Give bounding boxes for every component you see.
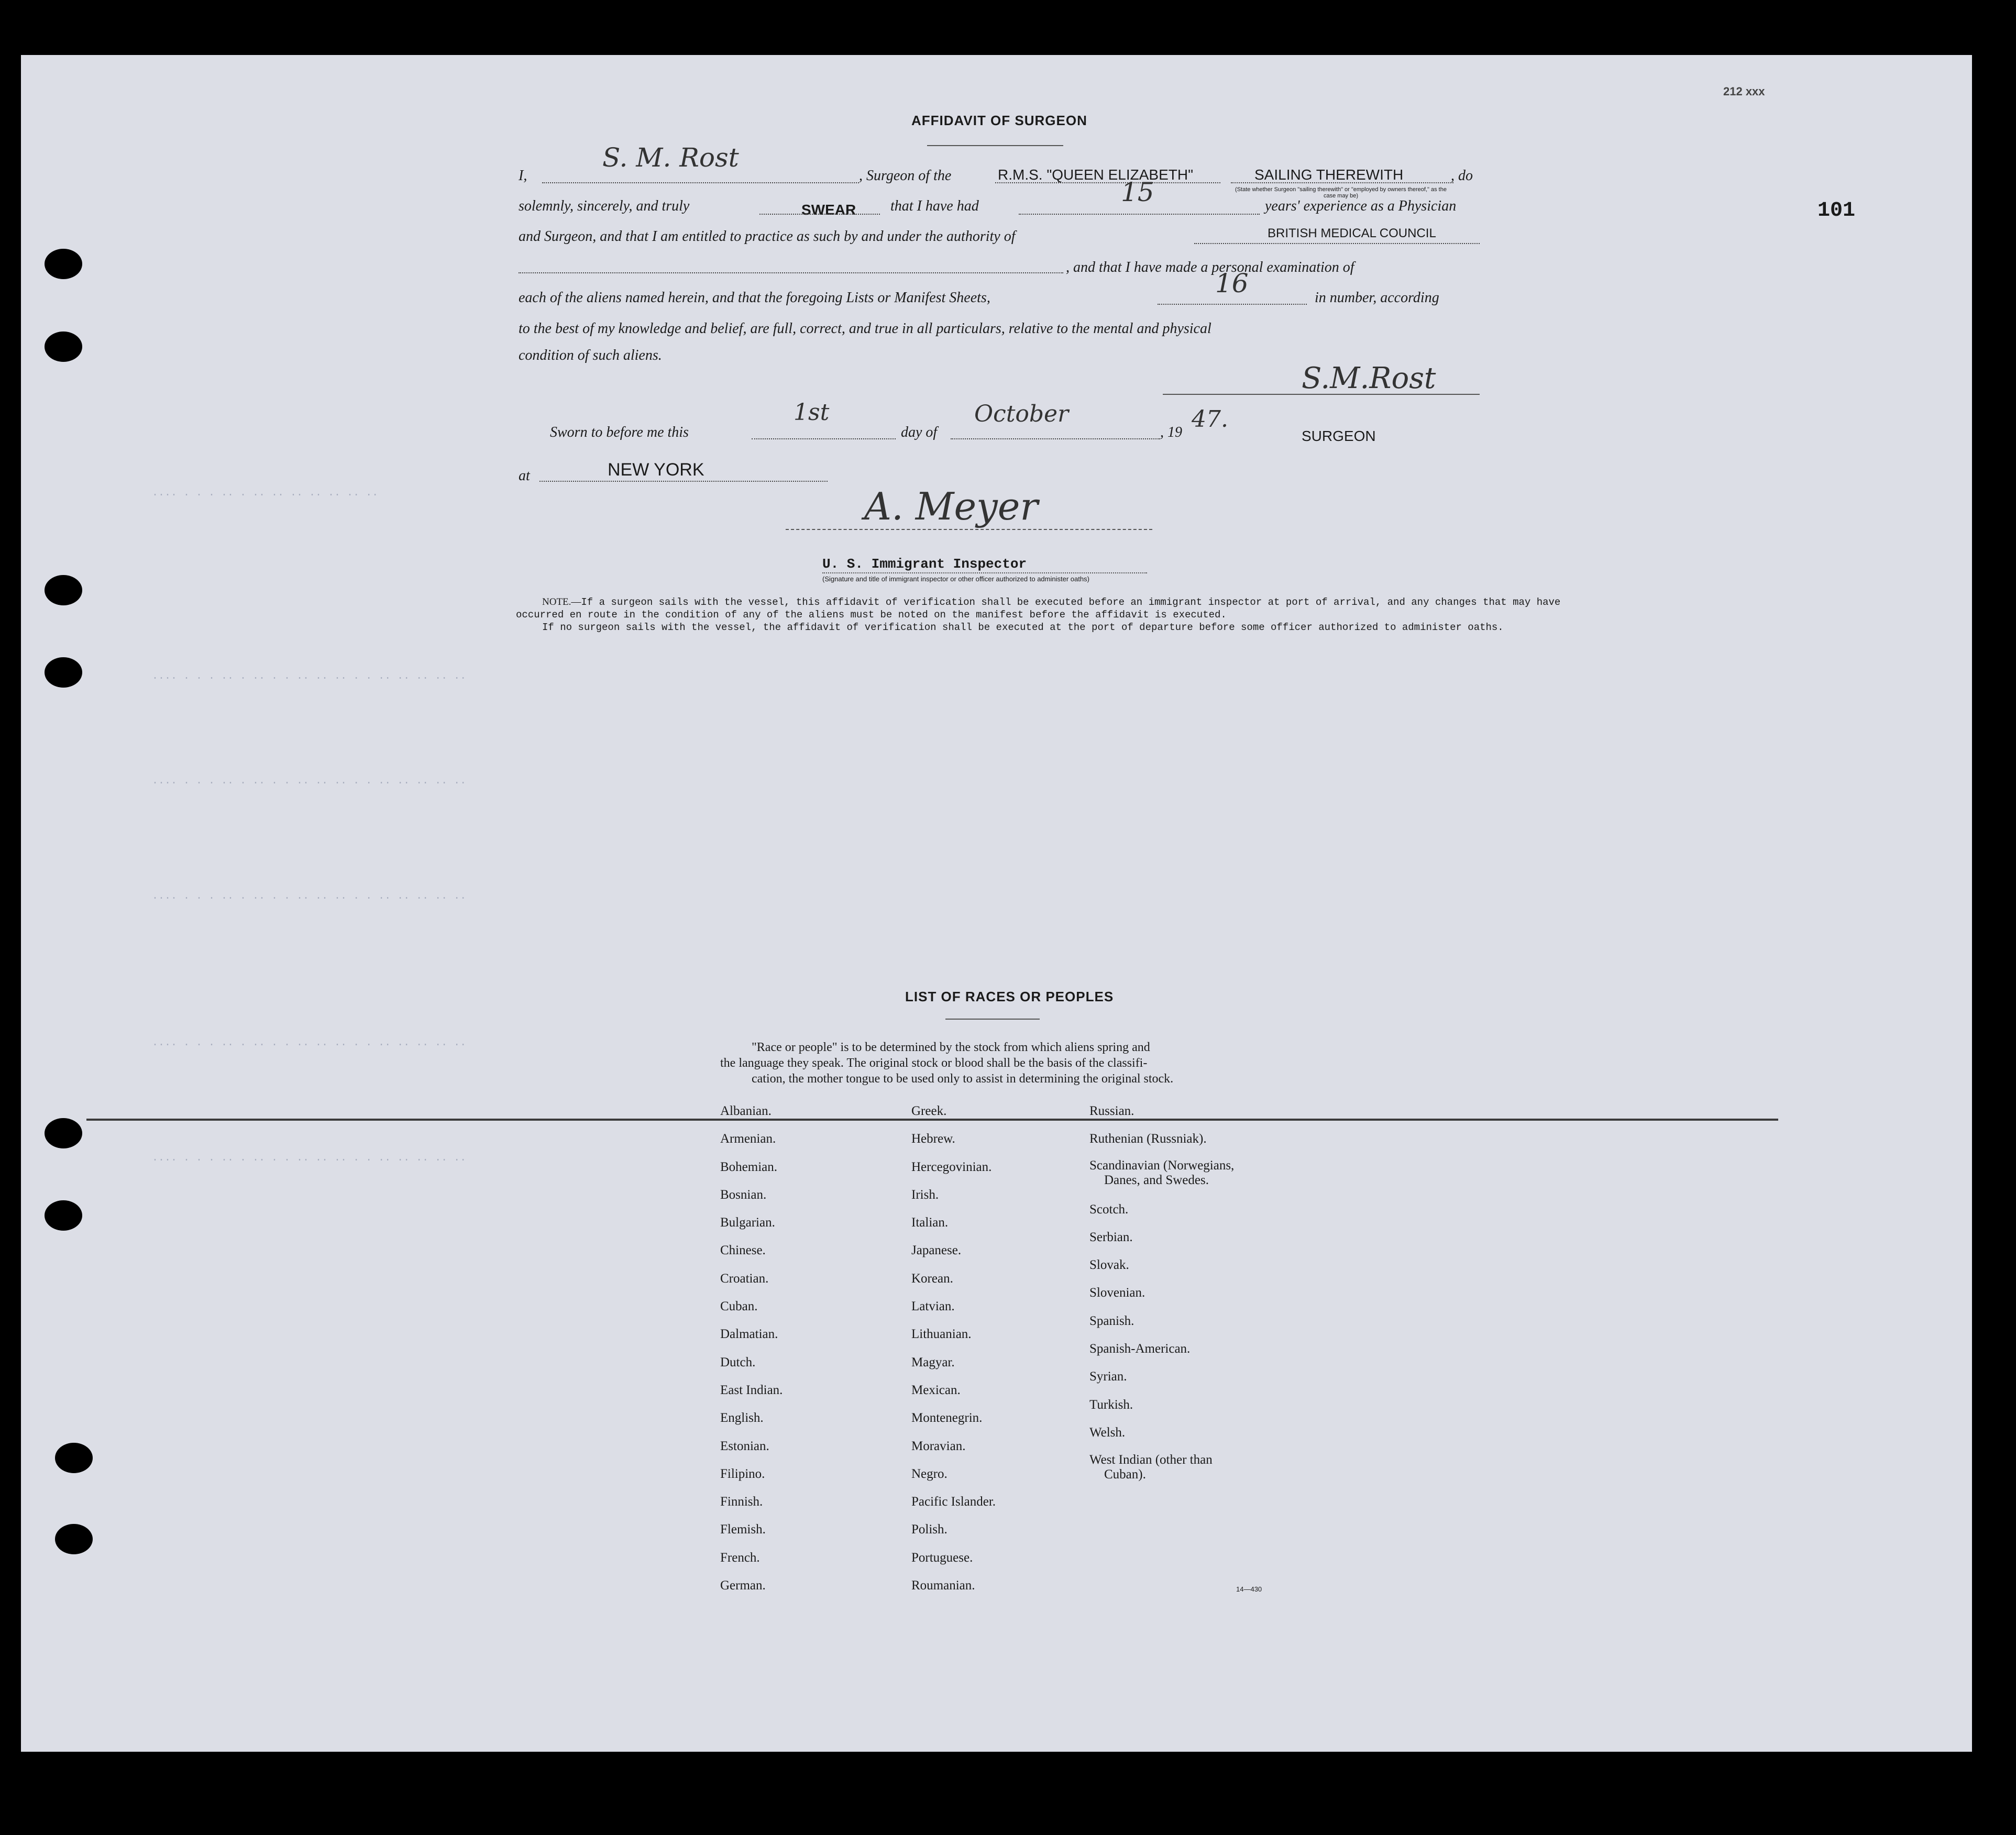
race-item: Portuguese. [911,1550,973,1565]
note-line-3: If no surgeon sails with the vessel, the affidavit of verification shall be executed at the port of departure before some officer authorized to administer oaths. [542,622,1504,633]
manifest-bleed-text: .... . . . .. . .. . . .. .. .. . . .. .. .. .. .. [152,670,467,682]
race-item: Chinese. [720,1243,766,1258]
race-item: Japanese. [911,1243,962,1258]
race-item: Greek. [911,1104,947,1118]
punch-hole [45,575,82,605]
races-column-2 [911,1097,996,1599]
signature-line [1163,394,1480,395]
note-label: NOTE.— [542,596,581,607]
document-page [21,55,1972,1752]
punch-hole [45,249,82,279]
punch-hole [55,1443,93,1473]
race-item [1089,1446,1234,1482]
race-item: Cuban. [720,1299,758,1314]
race-item: Roumanian. [911,1578,975,1593]
page-number: 101 [1817,199,1856,223]
race-item: Spanish. [1089,1313,1134,1328]
blank-line [995,182,1220,183]
blank-line [1231,182,1453,183]
sworn-year: 47. [1192,406,1228,433]
race-item: Lithuanian. [911,1327,972,1342]
blank-line [951,438,1160,439]
at-label: at [519,468,530,484]
line5-pre: each of the aliens named herein, and that the foregoing Lists or Manifest Sheets, [519,290,990,306]
race-item: Polish. [911,1522,948,1537]
race-item: Hercegovinian. [911,1159,992,1174]
race-item [1089,1153,1234,1196]
manifest-bleed-text: .... . . . .. . .. .. .. .. .. .. .. [152,487,379,499]
race-item: Bosnian. [720,1187,767,1202]
years-experience: 15 [1121,177,1154,207]
race-item: Pacific Islander. [911,1495,996,1509]
blank-line [752,438,896,439]
race-item: Magyar. [911,1355,955,1369]
line6: to the best of my knowledge and belief, are full, correct, and true in all particulars, relative to the mental and physical [519,320,1211,337]
race-item: English. [720,1411,764,1425]
punch-hole [45,1200,82,1231]
race-item: Slovenian. [1089,1286,1145,1300]
race-item: Korean. [911,1271,953,1286]
races-column-3 [1089,1097,1234,1482]
note-line-2: occurred en route in the condition of any of the aliens must be noted on the manifest before the affidavit is executed. [516,609,1227,621]
inspector-title-line [822,572,1147,573]
affidavit-note [516,596,1561,634]
blank-line [542,182,859,183]
race-item: Latvian. [911,1299,955,1314]
line2-pre: solemnly, sincerely, and truly [519,198,690,214]
sheet-count: 16 [1215,268,1249,299]
race-item: Finnish. [720,1495,763,1509]
race-item: Negro. [911,1466,948,1481]
place: NEW YORK [608,460,704,480]
race-item: German. [720,1578,766,1593]
inspector-signature: A. Meyer [864,484,1038,528]
manifest-bleed-text: .... . . . .. . .. . . .. .. .. . . .. .. .. .. .. [152,1152,467,1164]
punch-hole [55,1524,93,1554]
race-item-line: Cuban). [1104,1467,1146,1482]
sworn-pre: Sworn to before me this [550,424,689,440]
race-item-line: West Indian (other than [1089,1453,1213,1467]
sailing-status: SAILING THEREWITH [1254,167,1404,183]
note-line-1: If a surgeon sails with the vessel, this affidavit of verification shall be executed before an immigrant inspector at port of arrival, and any changes that may have [581,596,1561,608]
races-intro-line-3: cation, the mother tongue to be used only to assist in determining the original stock. [752,1072,1174,1086]
punch-hole [45,657,82,688]
race-item: Russian. [1089,1104,1134,1118]
race-item: Serbian. [1089,1230,1133,1244]
affidavit-title: AFFIDAVIT OF SURGEON [911,113,1087,128]
blank-line [1158,304,1307,305]
race-item: Filipino. [720,1466,765,1481]
race-item: Welsh. [1089,1425,1126,1440]
race-item: Spanish-American. [1089,1342,1191,1356]
race-item-line: Danes, and Swedes. [1104,1173,1209,1187]
race-item: Flemish. [720,1522,766,1537]
race-item: Scotch. [1089,1202,1129,1217]
race-item: Moravian. [911,1439,966,1453]
race-item: Irish. [911,1187,939,1202]
races-title: LIST OF RACES OR PEOPLES [905,989,1114,1004]
race-item: Estonian. [720,1439,769,1453]
race-item: Mexican. [911,1383,961,1397]
races-intro-line-2: the language they speak. The original stock or blood shall be the basis of the classifi- [720,1056,1148,1070]
manifest-bleed-text: .... . . . .. . .. . . .. .. .. . . .. .. .. .. .. [152,775,467,787]
sworn-month: October [974,401,1069,427]
race-item: Albanian. [720,1104,772,1118]
form-number: 14—430 [1236,1585,1262,1593]
punch-hole [45,331,82,362]
inspector-note: (Signature and title of immigrant inspector or other officer authorized to administer oaths) [822,575,1089,583]
blank-line [519,272,1063,273]
race-item: Ruthenian (Russniak). [1089,1132,1207,1146]
race-item: Bulgarian. [720,1215,775,1230]
race-item: Bohemian. [720,1159,778,1174]
surgeon-name: S. M. Rost [602,142,739,173]
race-item-line: Scandinavian (Norwegians, [1089,1158,1235,1173]
line2-mid: that I have had [890,198,979,214]
page-stamp: 212 xxx [1723,85,1765,98]
race-item: French. [720,1550,760,1565]
race-item: Syrian. [1089,1369,1127,1384]
sworn-mid: day of [901,424,938,440]
blank-line [1019,214,1260,215]
race-item: Montenegrin. [911,1411,983,1425]
line1-mid: , Surgeon of the [859,168,952,184]
races-intro-line-1: "Race or people" is to be determined by the stock from which aliens spring and [752,1041,1150,1054]
race-item: Italian. [911,1215,949,1230]
blank-line [539,481,828,482]
line2-end: years' experience as a Physician [1265,198,1457,214]
sworn-year-pre: , 19 [1160,424,1182,440]
blank-line [1194,243,1480,244]
line1-pre: I, [519,168,527,184]
inspector-signature-line [786,529,1152,530]
sworn-day: 1st [794,399,830,426]
line3-pre: and Surgeon, and that I am entitled to practice as such by and under the authority of [519,228,1016,245]
sailing-note: (State whether Surgeon "sailing therewith" or "employed by owners thereof," as the case may be) [1235,186,1447,199]
manifest-bleed-text: .... . . . .. . .. . . .. .. .. . . .. .. .. .. .. [152,890,467,902]
races-title-rule [945,1019,1040,1020]
manifest-bleed-text: .... . . . .. . .. . . .. .. .. . . .. .. .. .. .. [152,1037,467,1049]
vessel-name: R.M.S. "QUEEN ELIZABETH" [998,167,1194,183]
authority: BRITISH MEDICAL COUNCIL [1268,226,1436,240]
line1-end: , do [1451,168,1473,184]
races-intro [720,1040,1173,1087]
surgeon-label: SURGEON [1302,428,1376,444]
race-item: Hebrew. [911,1132,955,1146]
oath: SWEAR [801,202,856,218]
race-item: Croatian. [720,1271,769,1286]
race-item: Slovak. [1089,1258,1129,1273]
race-item: East Indian. [720,1383,783,1397]
race-item: Turkish. [1089,1397,1133,1412]
title-rule [927,145,1063,146]
race-item: Dalmatian. [720,1327,778,1342]
inspector-title: U. S. Immigrant Inspector [822,556,1027,572]
race-item: Armenian. [720,1132,776,1146]
line7: condition of such aliens. [519,347,662,363]
line4-end: , and that I have made a personal examination of [1066,259,1354,275]
race-item: Dutch. [720,1355,756,1369]
races-column-1 [720,1097,783,1599]
punch-hole [45,1118,82,1148]
line5-end: in number, according [1315,290,1439,306]
blank-line [759,214,880,215]
surgeon-signature: S.M.Rost [1302,361,1436,395]
